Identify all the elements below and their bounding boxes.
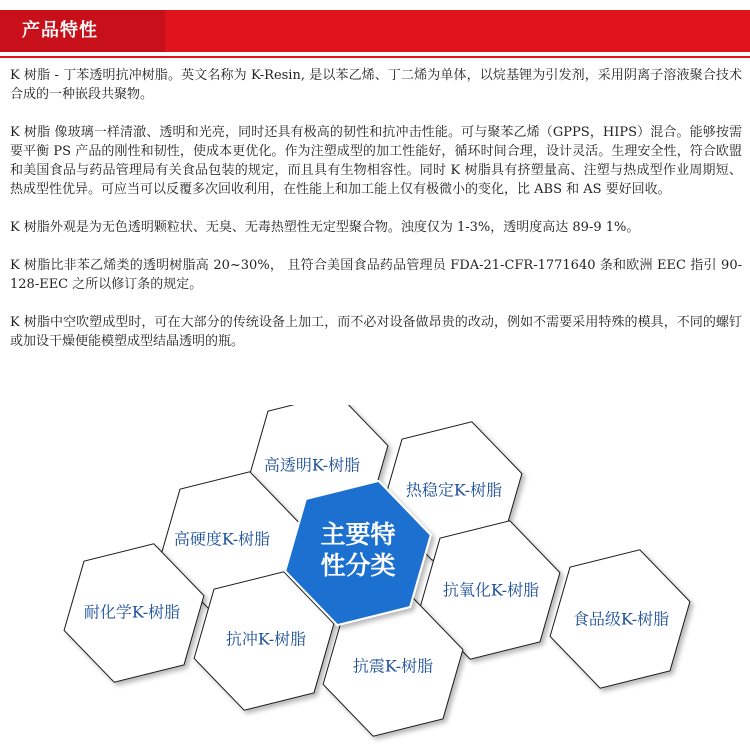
- center-hex-label: [303, 519, 413, 581]
- paragraph-appearance: K 树脂外观是为无色透明颗粒状、无臭、无毒热塑性无定型聚合物。浊度仅为 1-3%，透明度高达 89-9 1%。: [10, 220, 640, 235]
- paragraph-compliance: K 树脂比非苯乙烯类的透明树脂高 20~30%， 且符合美国食品药品管理员 FDA-21-CFR-1771640 条和欧洲 EEC 指引 90-128-EEC 之所以修订条的规定。: [10, 258, 742, 292]
- section-header: [0, 0, 750, 60]
- center-label-line-1: 主要特: [320, 520, 396, 549]
- hex-label-food-grade: 食品级K-树脂: [572, 609, 670, 629]
- hex-label-antioxidant: 抗氧化K-树脂: [442, 580, 540, 600]
- hex-label-impact: 抗冲K-树脂: [225, 629, 307, 649]
- section-title: 产品特性: [22, 20, 98, 41]
- feature-hex-diagram: [0, 405, 750, 750]
- header-underline: [0, 56, 750, 58]
- hex-label-heat-stable: 热稳定K-树脂: [405, 480, 503, 500]
- hex-label-chemical-resistant: 耐化学K-树脂: [83, 602, 181, 622]
- paragraph-intro: K 树脂 - 丁苯透明抗冲树脂。英文名称为 K-Resin, 是以苯乙烯、丁二烯为单体，以烷基锂为引发剂，采用阴离子溶液聚合技术合成的一种嵌段共聚物。: [10, 68, 742, 102]
- paragraph-properties: K 树脂 像玻璃一样清澈、透明和光亮，同时还具有极高的韧性和抗冲击性能。可与聚苯乙烯（GPPS，HIPS）混合。能够按需要平衡 PS 产品的刚性和韧性，使成本更优化。作为注塑成型的加工性能好，循环时间合理，设计灵活。生理安全性，符合欧盟和美国食品与药品管理局有关食品包装的规定，而且具有生物相容性。同时 K 树脂具有挤塑量高、注塑与热成型作业周期短、热成型性优异。可应当可以反覆多次回收利用，在性能上和加工能上仅有极微小的变化，比 ABS 和 AS 要好回收。: [10, 125, 742, 197]
- hex-label-shock-resistant: 抗震K-树脂: [352, 656, 434, 676]
- hex-label-high-transparency: 高透明K-树脂: [263, 455, 361, 475]
- center-label-line-2: 性分类: [320, 551, 396, 580]
- paragraph-blow-molding: K 树脂中空吹塑成型时，可在大部分的传统设备上加工，而不必对设备做昂贵的改动，例如不需要采用特殊的模具，不同的螺钉或加设干燥便能模塑成型结晶透明的瓶。: [10, 315, 742, 349]
- hex-label-high-hardness: 高硬度K-树脂: [173, 529, 271, 549]
- description-text: [10, 66, 742, 370]
